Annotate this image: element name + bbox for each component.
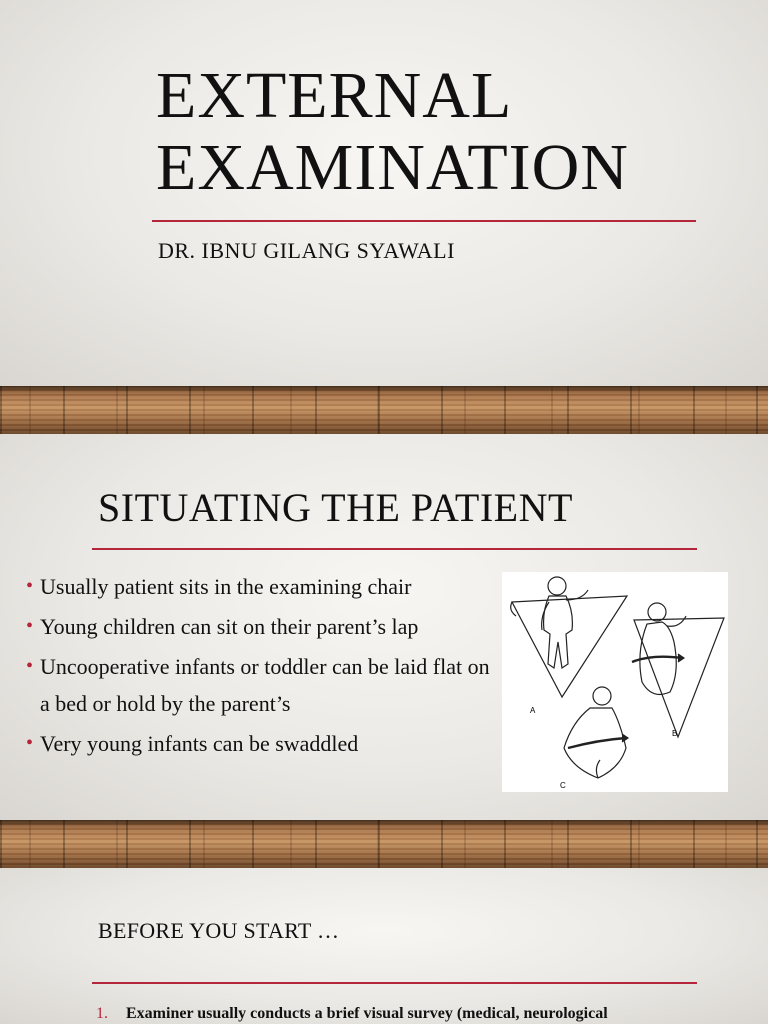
title-slide [0, 0, 768, 386]
situating-patient-slide [0, 434, 768, 820]
list-item [96, 1002, 756, 1024]
infant-b-head [648, 603, 666, 621]
list-number: 1. [96, 1005, 108, 1022]
blanket-b [634, 618, 724, 737]
title-divider [92, 548, 697, 550]
infant-a-body [544, 596, 573, 668]
slide-title [156, 60, 629, 204]
figure-label-c: C [560, 781, 566, 790]
before-you-start-slide [0, 868, 768, 1024]
wood-floor-divider [0, 386, 768, 434]
title-divider [152, 220, 696, 222]
title-divider [92, 982, 697, 984]
numbered-list [96, 1002, 756, 1024]
swaddle-diagram [502, 572, 728, 792]
bullet-list [26, 568, 496, 765]
title-line-2: EXAMINATION [156, 131, 629, 204]
title-line-1: EXTERNAL [156, 59, 513, 132]
bullet-item: • Very young infants can be swaddled [26, 725, 496, 762]
list-text: Examiner usually conducts a brief visual survey (medical, neurological [126, 1005, 608, 1022]
figure-label-a: A [530, 706, 536, 715]
swaddling-illustration [502, 572, 728, 792]
figure-label-b: B [672, 729, 678, 738]
bullet-item: • Uncooperative infants or toddler can be laid flat on a bed or hold by the parent’s [26, 648, 496, 722]
blanket-a [512, 596, 627, 697]
infant-a-head [548, 577, 566, 595]
slide-title: BEFORE YOU START … [98, 918, 340, 943]
bullet-item: • Usually patient sits in the examining chair [26, 568, 496, 605]
bullet-item: • Young children can sit on their parent’s lap [26, 608, 496, 645]
slide-subtitle: DR. IBNU GILANG SYAWALI [158, 238, 455, 263]
infant-c-head [593, 687, 611, 705]
wood-floor-divider [0, 820, 768, 868]
slide-title: SITUATING THE PATIENT [98, 485, 573, 530]
